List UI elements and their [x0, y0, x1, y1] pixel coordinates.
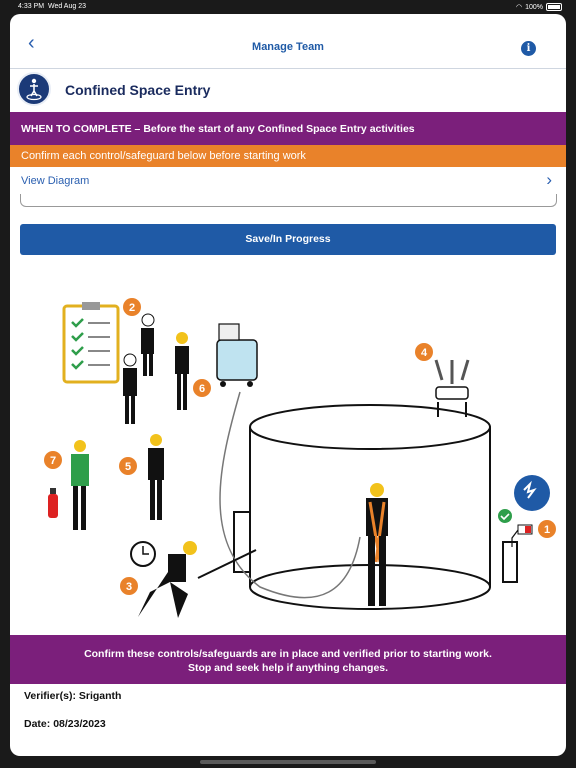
- verifier-row: [24, 690, 121, 702]
- svg-text:2: 2: [128, 302, 136, 314]
- status-time: 4:33 PM Wed Aug 23: [18, 3, 86, 10]
- lockout-icon: [514, 475, 550, 511]
- page-header: [10, 69, 566, 113]
- chevron-left-icon[interactable]: ‹: [28, 32, 35, 54]
- footer-line-2: Stop and seek help if anything changes.: [187, 662, 389, 674]
- svg-text:5: 5: [124, 461, 132, 473]
- instruction-banner: Confirm each control/safeguard below before starting work: [10, 145, 566, 167]
- worker-gas-tester: [175, 332, 189, 410]
- wifi-icon: ◠: [515, 4, 523, 11]
- svg-text:7: 7: [49, 455, 57, 467]
- status-right: [516, 3, 562, 11]
- worker-radio: [148, 434, 164, 520]
- verifier-label: Verifier(s):: [24, 690, 76, 702]
- date-label: Date:: [24, 718, 51, 730]
- footer-banner: [10, 635, 566, 684]
- worker-standby: [123, 354, 137, 424]
- when-to-complete-banner: WHEN TO COMPLETE – Before the start of any Confined Space Entry activities: [10, 112, 566, 145]
- svg-text:1: 1: [543, 524, 551, 536]
- footer-line-1: Confirm these controls/safeguards are in place and verified prior to starting work.: [84, 648, 492, 660]
- svg-text:4: 4: [420, 347, 428, 359]
- svg-text:6: 6: [198, 383, 206, 395]
- page-title: Confined Space Entry: [65, 82, 211, 98]
- view-diagram-label: View Diagram: [21, 175, 90, 187]
- confined-space-diagram: [20, 262, 556, 634]
- check-circle-icon: [498, 509, 512, 523]
- info-icon[interactable]: i: [521, 41, 536, 56]
- clock-icon: [131, 542, 155, 566]
- nav-title: Manage Team: [252, 41, 324, 53]
- marker-4: [415, 343, 433, 361]
- battery-icon: [546, 3, 562, 11]
- status-bar: [0, 0, 576, 14]
- worker-supervisor: [141, 314, 154, 376]
- marker-1: [538, 520, 556, 538]
- svg-text:3: 3: [125, 581, 133, 593]
- worker-first-aid: [71, 440, 89, 530]
- marker-5: [119, 457, 137, 475]
- battery-level: 100%: [525, 3, 543, 11]
- confined-space-logo-icon: [17, 72, 51, 106]
- marker-2: [123, 298, 141, 316]
- verifier-value: Sriganth: [78, 690, 122, 702]
- modal-sheet: [10, 14, 566, 756]
- marker-6: [193, 379, 211, 397]
- checklist-icon: [64, 302, 118, 382]
- save-in-progress-button[interactable]: Save/In Progress: [20, 224, 556, 255]
- nav-bar: [10, 14, 566, 69]
- home-indicator[interactable]: [200, 760, 376, 764]
- vent-fan-icon: [436, 360, 468, 399]
- collapsed-field-edge: [20, 194, 557, 207]
- marker-7: [44, 451, 62, 469]
- chevron-right-icon: ›: [546, 170, 552, 189]
- date-row: [24, 718, 106, 730]
- view-diagram-row[interactable]: [10, 167, 566, 193]
- fire-extinguisher-icon: [48, 488, 58, 518]
- date-value: 08/23/2023: [53, 718, 106, 730]
- worker-entrant: [366, 483, 388, 606]
- marker-3: [120, 577, 138, 595]
